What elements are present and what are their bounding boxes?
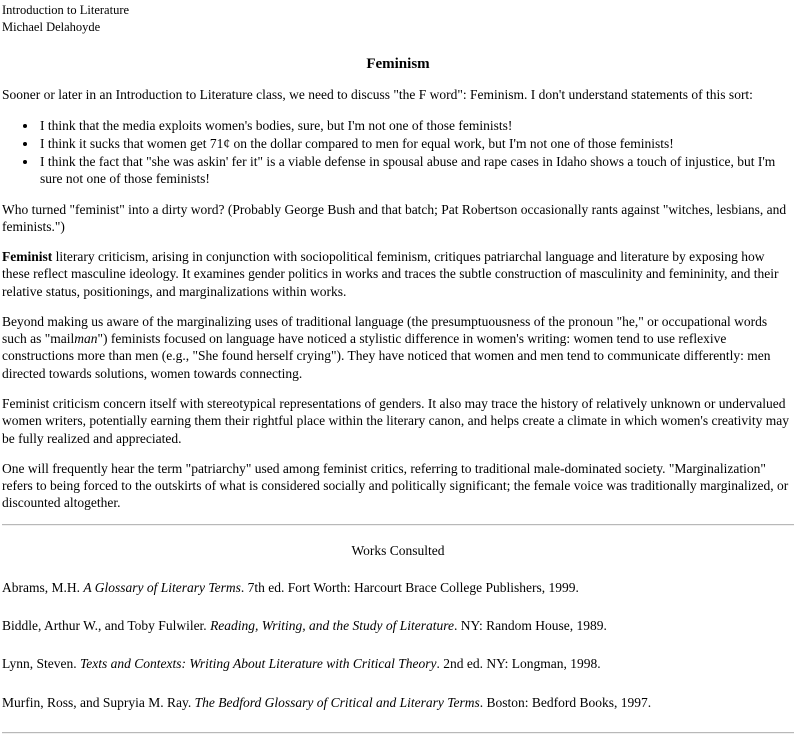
citation-author: Lynn, Steven. — [2, 656, 80, 672]
citation-title: The Bedford Glossary of Critical and Literary Terms — [194, 694, 480, 710]
citation-entry — [2, 655, 794, 672]
language-paragraph — [2, 313, 794, 382]
citation-author: Biddle, Arthur W., and Toby Fulwiler. — [2, 618, 211, 634]
list-item: • I think the fact that "she was askin' fer it" is a viable defense in spousal abuse and rape cases in Idaho shows a touch of injustice, but I'm sure not one of those feminists! — [38, 153, 794, 188]
citation-publication: . 2nd ed. NY: Longman, 1998. — [436, 656, 601, 672]
stereotypes-paragraph: Feminist criticism concern itself with stereotypical representations of genders. It also may trace the history of relatively unknown or undervalued women writers, potentially earning them their rightful place within the literary canon, and helps create a climate in which women's creativity may be fully realized and appreciated. — [2, 395, 790, 446]
language-part-two: ") feminists focused on language have noticed a stylistic difference in women's writing: women tend to use reflexive constructions more than men (e.g., "She found herself crying"). They have noticed that women and men tend to communicate differently: men directed towards solutions, women towards connecting. — [2, 331, 771, 381]
citation-entry — [2, 617, 794, 634]
mailman-italic-suffix: man — [74, 331, 98, 347]
works-consulted-heading: Works Consulted — [351, 542, 445, 558]
author-name: Michael Delahoyde — [2, 19, 101, 34]
citation-author: Abrams, M.H. — [2, 579, 84, 595]
list-item: • I think that the media exploits women's bodies, sure, but I'm not one of those feminists! — [38, 117, 794, 134]
intro-paragraph: Sooner or later in an Introduction to Literature class, we need to discuss "the F word": Feminism. I don't understand statements of this sort: — [2, 87, 753, 103]
dirty-word-paragraph: Who turned "feminist" into a dirty word? (Probably George Bush and that batch; Pat Robertson occasionally rants against "witches, lesbians, and feminists.") — [2, 201, 787, 234]
language-part-one: Beyond making us aware of the marginalizing uses of traditional language (the presumptuousness of the pronoun "he," or occupational words such as "mail — [2, 313, 768, 347]
definition-paragraph — [2, 248, 794, 300]
citation-publication: . 7th ed. Fort Worth: Harcourt Brace College Publishers, 1999. — [240, 579, 579, 595]
citation-title: Reading, Writing, and the Study of Literature — [210, 618, 455, 634]
course-header — [2, 2, 794, 35]
definition-lead-term: Feminist — [2, 249, 53, 265]
page-title: Feminism — [366, 56, 430, 73]
citation-title: A Glossary of Literary Terms — [83, 579, 241, 595]
citation-publication: . Boston: Bedford Books, 1997. — [479, 694, 652, 710]
definition-body: literary criticism, arising in conjunction with sociopolitical feminism, critiques patriarchal language and literature by exposing how these reflect masculine ideology. It examines gender politics in works and traces the subtle construction of masculinity and femininity, and their relative status, positionings, and marginalizations within works. — [2, 249, 779, 299]
statements-list — [2, 117, 794, 188]
course-name: Introduction to Literature — [2, 3, 130, 17]
patriarchy-paragraph: One will frequently hear the term "patriarchy" used among feminist critics, referring to traditional male-dominated society. "Marginalization" refers to being forced to the outskirts of what is considered socially and politically significant; the female voice was traditionally marginalized, or discounted altogether. — [2, 460, 789, 511]
citation-title: Texts and Contexts: Writing About Literature with Critical Theory — [80, 656, 437, 672]
citation-entry — [2, 694, 794, 711]
citation-publication: . NY: Random House, 1989. — [454, 618, 607, 634]
citation-author: Murfin, Ross, and Supryia M. Ray. — [2, 694, 195, 710]
section-divider — [2, 524, 794, 526]
citation-entry — [2, 579, 794, 596]
list-item: • I think it sucks that women get 71¢ on the dollar compared to men for equal work, but I'm not one of those feminists! — [38, 135, 794, 152]
